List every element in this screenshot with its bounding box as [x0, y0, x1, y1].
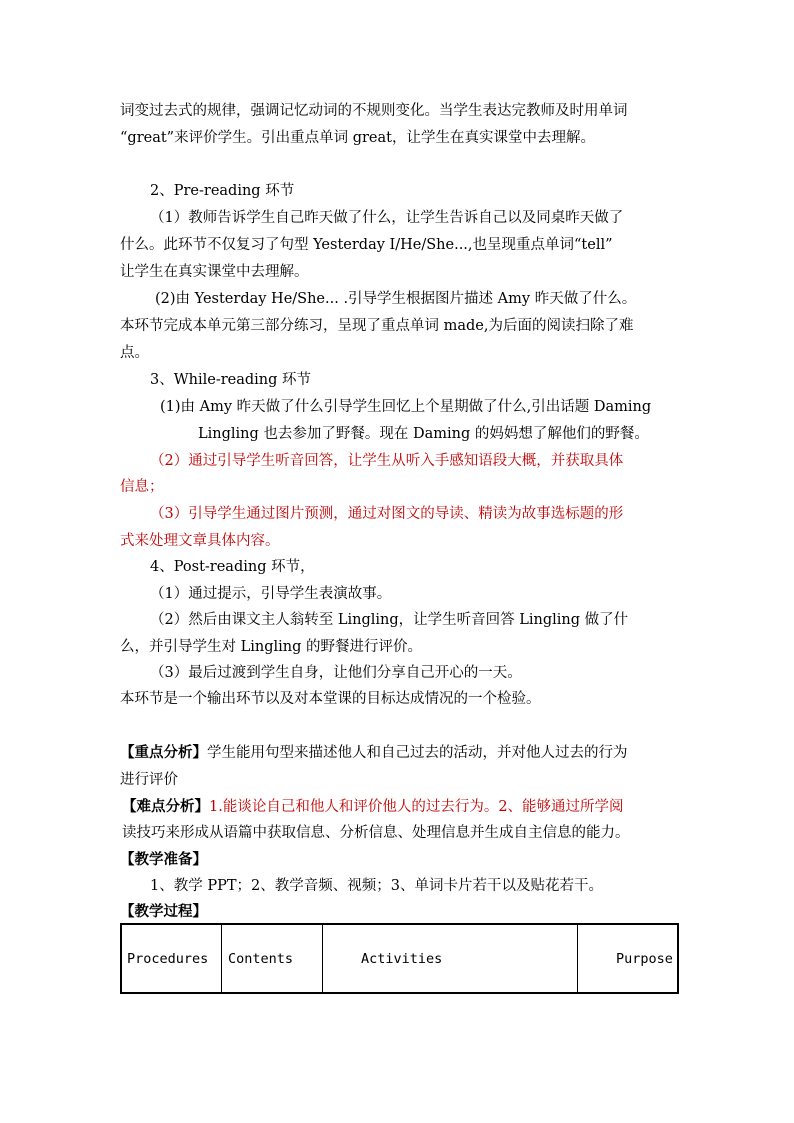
process-table	[120, 923, 679, 994]
process-label: 【教学过程】	[120, 903, 207, 920]
while-reading-item-2-line-1: （2）通过引导学生听音回答，让学生从听入手感知语段大概，并获取具体	[150, 453, 624, 469]
pre-reading-item-1-line-1: （1）教师告诉学生自己昨天做了什么，让学生告诉自己以及同桌昨天做了	[150, 210, 624, 226]
post-reading-heading: 4、Post-reading 环节，	[150, 559, 315, 575]
difficulty-analysis-text: 1.能谈论自己和他人和评价他人的过去行为。2、能够通过所学阅	[209, 799, 624, 815]
table-header-row	[121, 924, 678, 993]
while-reading-item-3-line-2: 式来处理文章具体内容。	[120, 533, 280, 549]
post-reading-item-2-line-1: （2）然后由课文主人翁转至 Lingling，让学生听音回答 Lingling 做了什	[150, 612, 629, 628]
post-reading-summary: 本环节是一个输出环节以及对本堂课的目标达成情况的一个检验。	[120, 691, 541, 707]
difficulty-analysis-line-2: 读技巧来形成从语篇中获取信息、分析信息、处理信息并生成自主信息的能力。	[122, 825, 630, 841]
intro-line-2: “great”来评价学生。引出重点单词 great，让学生在真实课堂中去理解。	[120, 130, 595, 146]
while-reading-item-1-line-1: (1)由 Amy 昨天做了什么引导学生回忆上个星期做了什么,引出话题 Daming	[160, 399, 652, 415]
column-contents: Contents	[222, 924, 323, 993]
key-analysis-label: 【重点分析】	[120, 744, 207, 761]
intro-line-1: 词变过去式的规律，强调记忆动词的不规则变化。当学生表达完教师及时用单词	[120, 103, 628, 119]
pre-reading-item-1-line-3: 让学生在真实课堂中去理解。	[120, 264, 309, 280]
while-reading-item-1-line-2: Lingling 也去参加了野餐。现在 Daming 的妈妈想了解他们的野餐。	[198, 426, 649, 442]
pre-reading-item-2-line-2: 本环节完成本单元第三部分练习，呈现了重点单词 made,为后面的阅读扫除了难	[120, 318, 634, 334]
pre-reading-item-2-line-1: (2)由 Yesterday He/She... .引导学生根据图片描述 Amy 昨天做了什么。	[155, 291, 637, 307]
key-analysis-line-1	[120, 743, 628, 763]
key-analysis-text: 学生能用句型来描述他人和自己过去的活动，并对他人过去的行为	[207, 745, 628, 761]
post-reading-item-1: （1）通过提示，引导学生表演故事。	[150, 586, 392, 602]
post-reading-item-2-line-2: 么，并引导学生对 Lingling 的野餐进行评价。	[120, 639, 422, 655]
difficulty-analysis-label: 【难点分析】	[122, 798, 209, 815]
while-reading-item-2-line-2: 信息；	[120, 479, 164, 495]
key-analysis-line-2: 进行评价	[120, 772, 178, 788]
preparation-text: 1、教学 PPT；2、教学音频、视频；3、单词卡片若干以及贴花若干。	[150, 878, 603, 894]
while-reading-item-3-line-1: （3）引导学生通过图片预测，通过对图文的导读、精读为故事选标题的形	[150, 506, 624, 522]
column-purpose: Purpose	[578, 924, 679, 993]
column-activities: Activities	[323, 924, 578, 993]
pre-reading-item-2-line-3: 点。	[120, 345, 149, 361]
preparation-label: 【教学准备】	[120, 851, 207, 868]
pre-reading-item-1-line-2: 什么。此环节不仅复习了句型 Yesterday I/He/She...,也呈现重点单词“tell”	[120, 237, 613, 253]
column-procedures: Procedures	[121, 924, 222, 993]
post-reading-item-3: （3）最后过渡到学生自身，让他们分享自己开心的一天。	[150, 665, 522, 681]
pre-reading-heading: 2、Pre-reading 环节	[150, 183, 295, 199]
while-reading-heading: 3、While-reading 环节	[150, 372, 312, 388]
difficulty-analysis-line-1	[122, 797, 624, 817]
